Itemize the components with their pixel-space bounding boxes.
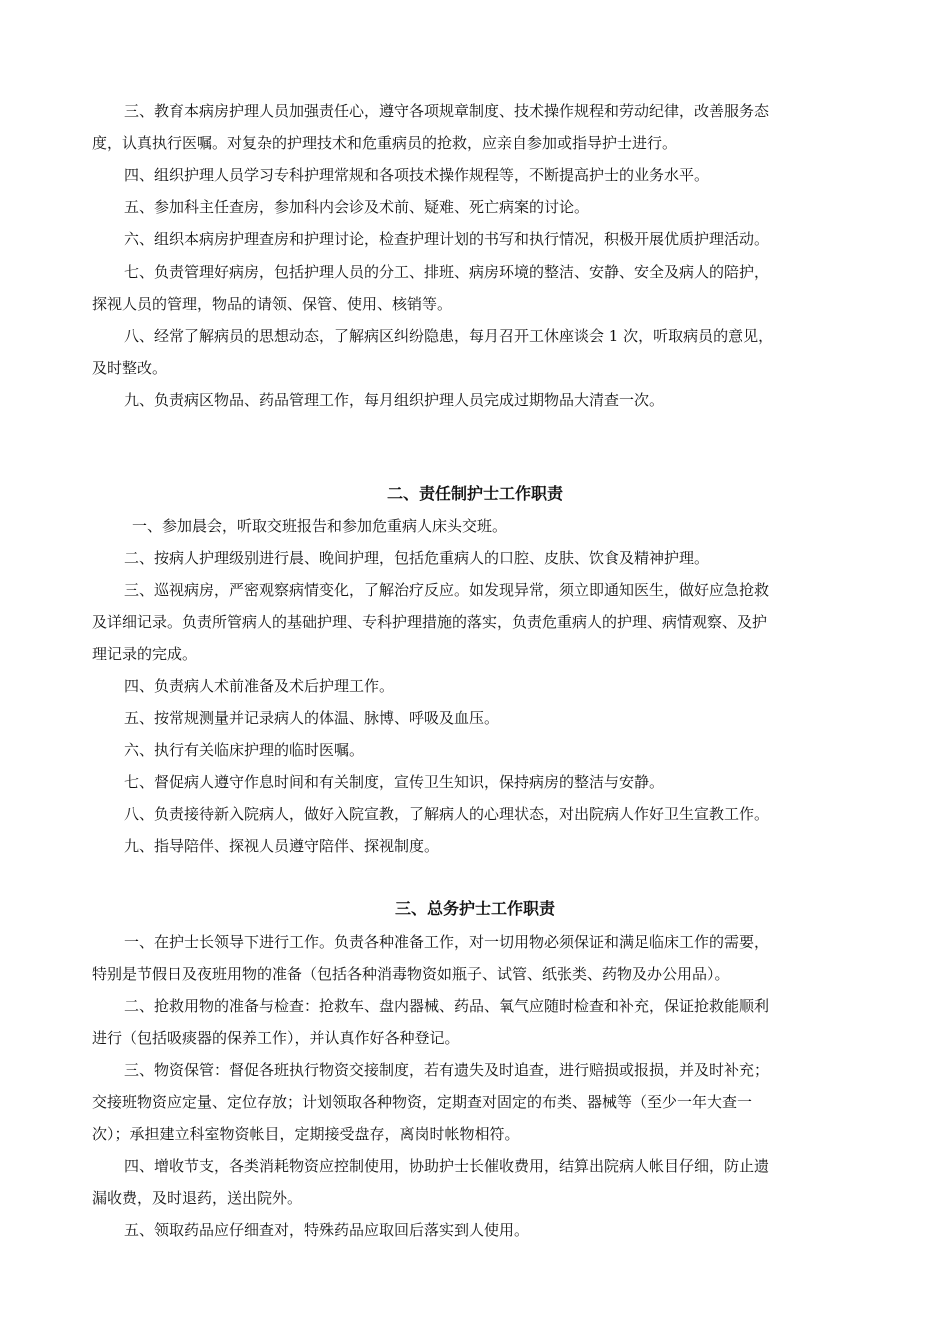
paragraph-line: 度，认真执行医嘱。对复杂的护理技术和危重病员的抢救，应亲自参加或指导护士进行。 xyxy=(92,134,678,152)
section-heading: 三、总务护士工作职责 xyxy=(394,899,555,918)
paragraph-line: 四、增收节支，各类消耗物资应控制使用，协助护士长催收费用，结算出院病人帐目仔细，防止遗 xyxy=(124,1157,770,1175)
paragraph-line: 特别是节假日及夜班用物的准备（包括各种消毒物资如瓶子、试管、纸张类、药物及办公用品）。 xyxy=(92,965,730,983)
paragraph-line: 三、教育本病房护理人员加强责任心，遵守各项规章制度、技术操作规程和劳动纪律，改善服务态 xyxy=(124,102,770,120)
paragraph-line: 七、督促病人遵守作息时间和有关制度，宣传卫生知识，保持病房的整洁与安静。 xyxy=(124,773,665,791)
paragraph-line: 九、负责病区物品、药品管理工作，每月组织护理人员完成过期物品大清查一次。 xyxy=(124,391,665,409)
paragraph-line: 八、经常了解病员的思想动态，了解病区纠纷隐患，每月召开工休座谈会 1 次，听取病员的意见， xyxy=(124,327,774,345)
section-heading: 二、责任制护士工作职责 xyxy=(386,484,563,503)
paragraph-line: 六、组织本病房护理查房和护理讨论，检查护理计划的书写和执行情况，积极开展优质护理活动。 xyxy=(124,230,770,248)
paragraph-line: 九、指导陪伴、探视人员遵守陪伴、探视制度。 xyxy=(124,837,440,855)
paragraph-line: 五、按常规测量并记录病人的体温、脉博、呼吸及血压。 xyxy=(124,709,500,727)
paragraph-line: 理记录的完成。 xyxy=(92,645,198,663)
paragraph-line: 一、参加晨会，听取交班报告和参加危重病人床头交班。 xyxy=(132,517,508,535)
paragraph-line: 交接班物资应定量、定位存放；计划领取各种物资，定期查对固定的布类、器械等（至少一年大查一 xyxy=(92,1093,753,1111)
paragraph-line: 四、负责病人术前准备及术后护理工作。 xyxy=(124,677,395,695)
paragraph-line: 五、领取药品应仔细查对，特殊药品应取回后落实到人使用。 xyxy=(124,1221,530,1239)
paragraph-line: 三、巡视病房，严密观察病情变化，了解治疗反应。如发现异常，须立即通知医生，做好应急抢救 xyxy=(124,581,770,599)
paragraph-line: 探视人员的管理，物品的请领、保管、使用、核销等。 xyxy=(92,295,453,313)
paragraph-line: 五、参加科主任查房，参加科内会诊及术前、疑难、死亡病案的讨论。 xyxy=(124,198,590,216)
paragraph-line: 进行（包括吸痰器的保养工作），并认真作好各种登记。 xyxy=(92,1029,460,1047)
paragraph-line: 及时整改。 xyxy=(92,359,168,377)
paragraph-line: 八、负责接待新入院病人，做好入院宣教，了解病人的心理状态，对出院病人作好卫生宣教工作。 xyxy=(124,805,770,823)
paragraph-line: 七、负责管理好病房，包括护理人员的分工、排班、病房环境的整洁、安静、安全及病人的陪护， xyxy=(124,263,770,281)
paragraph-line: 四、组织护理人员学习专科护理常规和各项技术操作规程等，不断提高护士的业务水平。 xyxy=(124,166,710,184)
paragraph-line: 六、执行有关临床护理的临时医嘱。 xyxy=(124,741,365,759)
paragraph-line: 次）；承担建立科室物资帐目，定期接受盘存，离岗时帐物相符。 xyxy=(92,1125,520,1143)
paragraph-line: 及详细记录。负责所管病人的基础护理、专科护理措施的落实，负责危重病人的护理、病情观察、及护 xyxy=(92,613,768,631)
paragraph-line: 一、在护士长领导下进行工作。负责各种准备工作，对一切用物必须保证和满足临床工作的需要， xyxy=(124,933,770,951)
paragraph-line: 二、按病人护理级别进行晨、晚间护理，包括危重病人的口腔、皮肤、饮食及精神护理。 xyxy=(124,549,710,567)
paragraph-line: 三、物资保管：督促各班执行物资交接制度，若有遗失及时追查，进行赔损或报损，并及时补充； xyxy=(124,1061,770,1079)
paragraph-line: 二、抢救用物的准备与检查：抢救车、盘内器械、药品、氧气应随时检查和补充，保证抢救能顺利 xyxy=(124,997,770,1015)
paragraph-line: 漏收费，及时退药，送出院外。 xyxy=(92,1189,303,1207)
